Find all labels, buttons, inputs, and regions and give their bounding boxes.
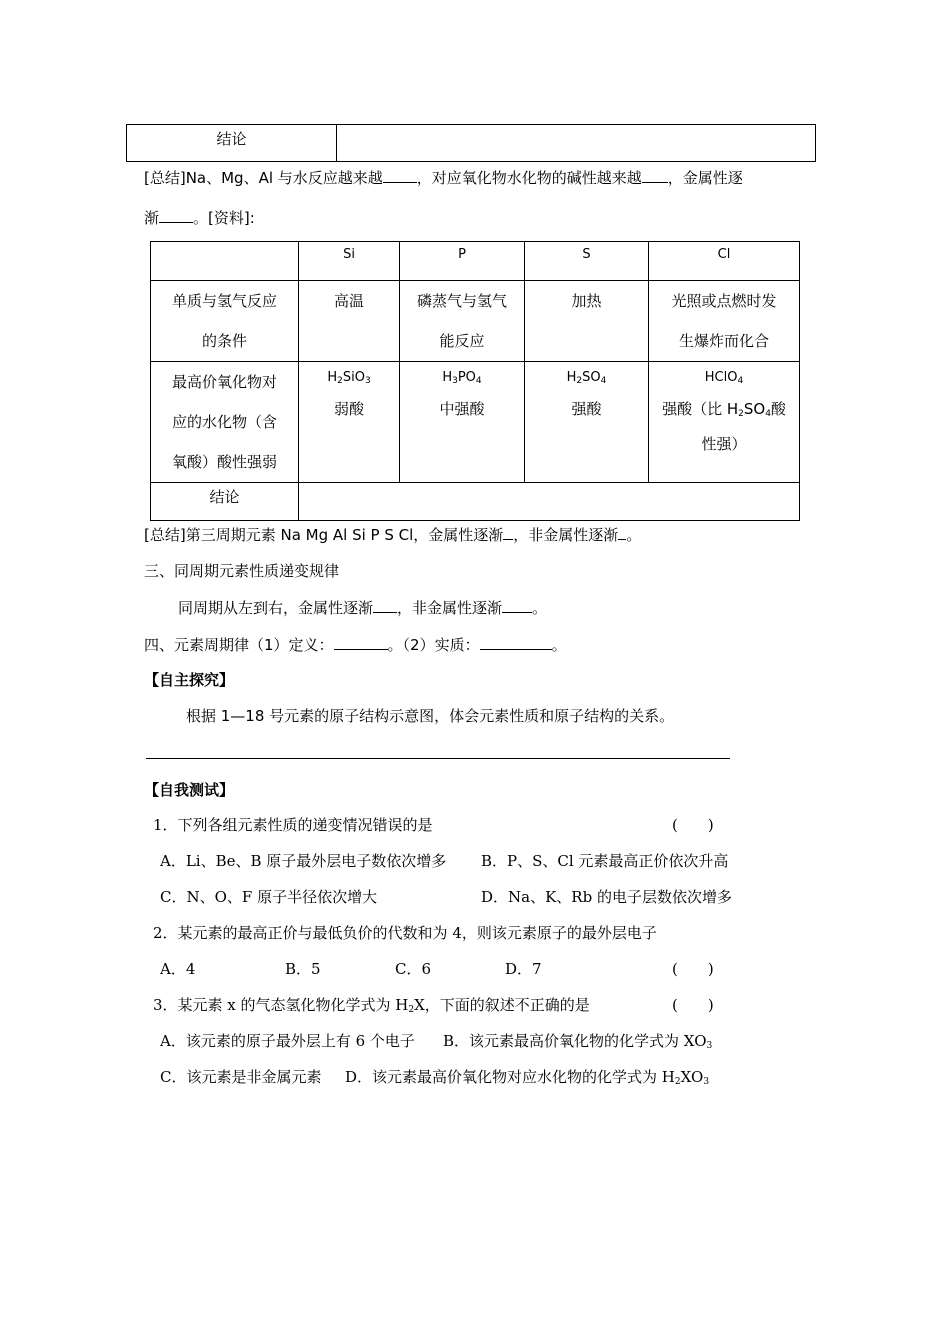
blank <box>334 633 388 650</box>
header-si: Si <box>299 242 400 281</box>
blank <box>503 523 513 540</box>
header-empty <box>151 242 299 281</box>
header-s: S <box>525 242 649 281</box>
row2-s <box>525 362 649 483</box>
blank <box>383 166 417 183</box>
question-1-option-d: D．Na、K、Rb 的电子层数依次增多 <box>481 888 732 906</box>
question-2-paren: ( ) <box>672 960 714 978</box>
question-2-option-b: B．5 <box>285 960 321 978</box>
conclusion-label: 结论 <box>216 130 247 148</box>
element-property-table <box>150 241 800 521</box>
blank <box>480 633 552 650</box>
section-3-heading: 三、同周期元素性质递变规律 <box>144 562 340 580</box>
section-3-text: 同周期从左到右，金属性逐渐 ，非金属性逐渐 。 <box>178 596 547 618</box>
summary-1-text-b: ，对应氧化物水化物的碱性越来越 <box>416 169 642 187</box>
blank <box>502 596 532 613</box>
row1-p: 磷蒸气与氢气 能反应 <box>400 281 525 362</box>
question-1-option-a: A．Li、Be、B 原子最外层电子数依次增多 <box>160 852 447 870</box>
strength-cl-line1: 强酸（比 $H_2SO_4$酸 <box>662 400 786 419</box>
summary-1-text-d: 渐 <box>144 209 160 227</box>
formula-h2sio3: $H_2SiO_3$ <box>327 370 371 386</box>
summary-1-text-e: 。[资料]: <box>193 209 255 227</box>
row2-si <box>299 362 400 483</box>
row2-p <box>400 362 525 483</box>
header-cl: Cl <box>649 242 800 281</box>
summary-1-line-2 <box>144 206 255 228</box>
row1-label <box>151 281 299 362</box>
row1-si: 高温 <box>299 281 400 362</box>
strength-s: 强酸 <box>571 400 602 418</box>
summary-1-line-1 <box>144 166 743 188</box>
strength-p: 中强酸 <box>439 400 485 418</box>
question-3: 3．某元素 x 的气态氢化物化学式为 $H_2X$，下面的叙述不正确的是 <box>153 996 590 1015</box>
question-2: 2．某元素的最高正价与最低负价的代数和为 4，则该元素原子的最外层电子 <box>153 924 657 942</box>
conclusion-label-cell <box>127 125 337 162</box>
row2-cl <box>649 362 800 483</box>
header-p: P <box>400 242 525 281</box>
test-heading: 【自我测试】 <box>144 781 235 799</box>
summary-1-text-c: ，金属性逐 <box>667 169 743 187</box>
summary-1-text-a: [总结]Na、Mg、Al 与水反应越来越 <box>144 169 383 187</box>
question-3-option-a: A．该元素的原子最外层上有 6 个电子 <box>160 1032 415 1050</box>
row2-label: 最高价氧化物对 应的水化物（含 氧酸）酸性强弱 <box>151 362 299 483</box>
question-2-option-c: C．6 <box>395 960 432 978</box>
formula-hclo4: HClO$_4$ <box>704 370 744 386</box>
section-4: 四、元素周期律（1）定义： 。（2）实质： 。 <box>144 633 567 655</box>
question-2-option-a: A．4 <box>160 960 196 978</box>
question-2-option-d: D．7 <box>505 960 542 978</box>
strength-cl-line2: 性强） <box>701 435 747 453</box>
row1-label-a: 单质与氢气反应 <box>171 292 277 310</box>
strength-si: 弱酸 <box>333 400 364 418</box>
question-1-paren: ( ) <box>672 816 714 834</box>
formula-h2so4: $H_2SO_4$ <box>566 370 607 386</box>
explore-heading: 【自主探究】 <box>144 671 235 689</box>
row1-cl: 光照或点燃时发 生爆炸而化合 <box>649 281 800 362</box>
table-conclusion-label: 结论 <box>151 483 299 521</box>
question-3-option-d: D．该元素最高价氧化物对应水化物的化学式为 $H_2XO_3$ <box>345 1068 710 1087</box>
blank <box>159 206 193 223</box>
question-1-option-c: C．N、O、F 原子半径依次增大 <box>160 888 378 906</box>
top-conclusion-table <box>126 124 816 162</box>
row1-s: 加热 <box>525 281 649 362</box>
explore-text: 根据 1—18 号元素的原子结构示意图，体会元素性质和原子结构的关系。 <box>186 707 675 725</box>
question-1: 1．下列各组元素性质的递变情况错误的是 <box>153 816 433 834</box>
summary-2: [总结]第三周期元素 Na Mg Al Si P S Cl，金属性逐渐 ，非金属性逐渐 。 <box>144 523 641 545</box>
question-3-paren: ( ) <box>672 996 714 1014</box>
formula-h3po4: $H_3PO_4$ <box>442 370 482 386</box>
question-3-option-c: C．该元素是非金属元素 <box>160 1068 322 1086</box>
table-conclusion-value <box>299 483 800 521</box>
answer-line <box>146 758 730 759</box>
conclusion-value-cell <box>337 125 816 162</box>
blank <box>373 596 397 613</box>
blank <box>642 166 668 183</box>
question-1-option-b: B．P、S、Cl 元素最高正价依次升高 <box>481 852 729 870</box>
row1-label-b: 的条件 <box>201 332 247 350</box>
question-3-option-b: B．该元素最高价氧化物的化学式为 $XO_3$ <box>443 1032 713 1051</box>
